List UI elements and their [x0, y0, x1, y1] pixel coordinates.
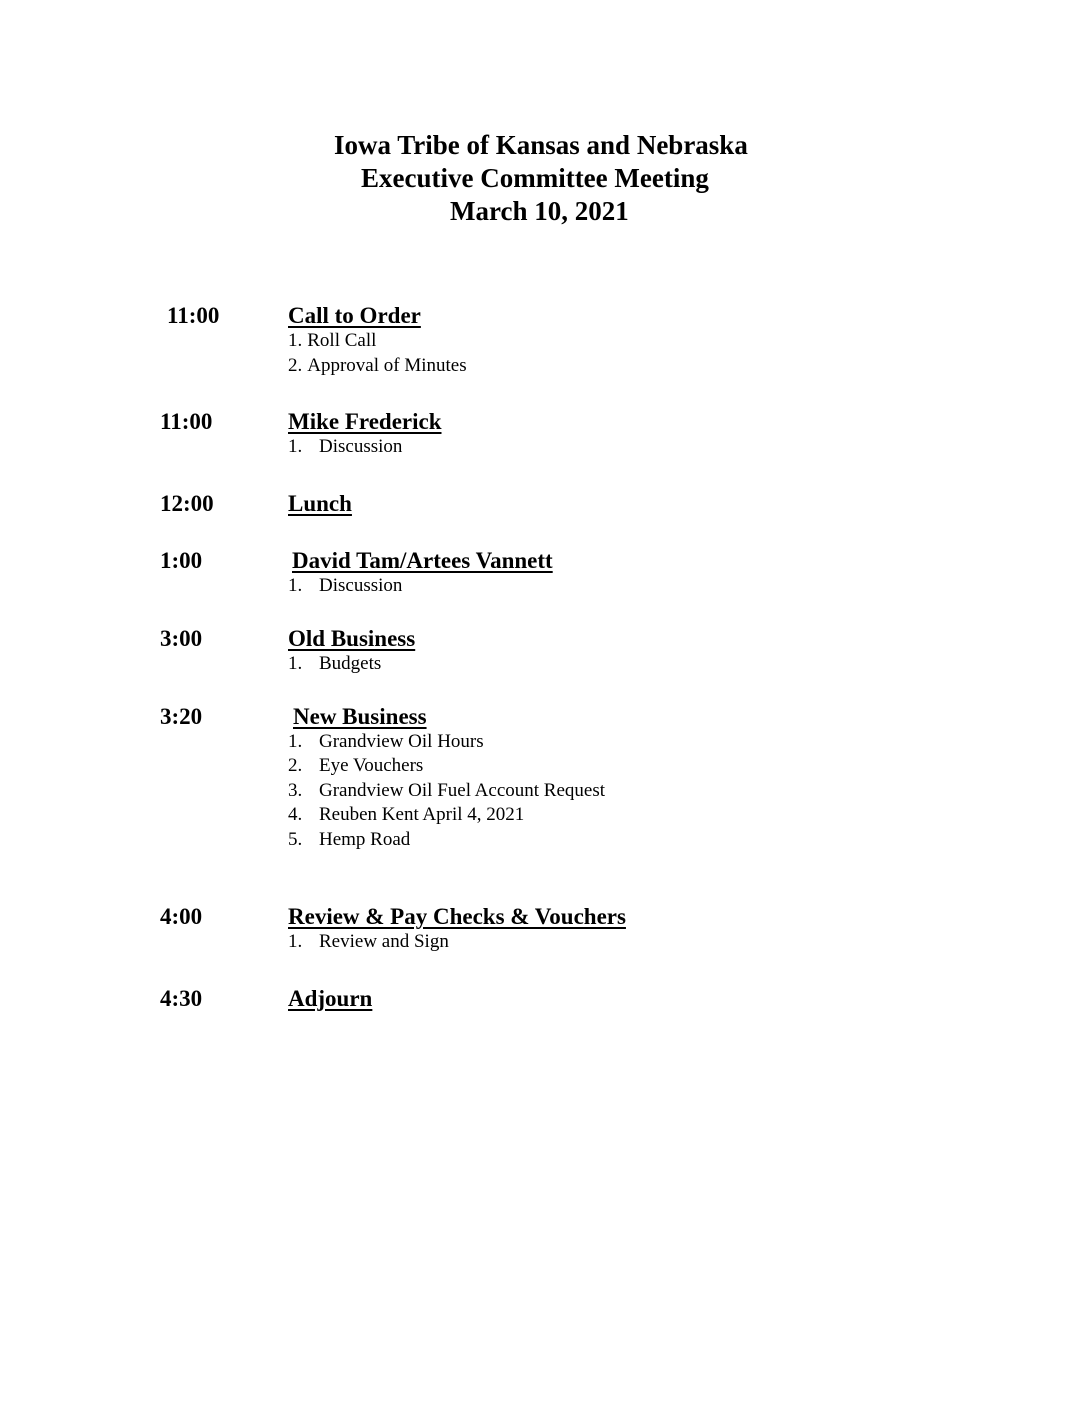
agenda-item: [288, 830, 410, 849]
agenda-item-text: Reuben Kent April 4, 2021: [319, 804, 525, 825]
agenda-item: [288, 576, 402, 595]
agenda-item-text: Discussion: [319, 575, 403, 596]
agenda-item: [288, 805, 524, 824]
agenda-item-text: Grandview Oil Hours: [319, 731, 484, 752]
agenda-item: [288, 781, 605, 800]
document-title-date: March 10, 2021: [450, 196, 629, 226]
agenda-item-number: 1.: [288, 330, 303, 351]
agenda-time: 4:00: [160, 904, 203, 929]
agenda-time: 11:00: [167, 303, 220, 328]
agenda-item-number: 1.: [288, 653, 303, 674]
agenda-heading-review-pay-checks: Review & Pay Checks & Vouchers: [288, 904, 626, 929]
agenda-item-text: Eye Vouchers: [319, 755, 424, 776]
agenda-heading-mike-frederick: Mike Frederick: [288, 409, 442, 434]
agenda-item-number: 2.: [288, 755, 303, 776]
agenda-time: 12:00: [160, 491, 214, 516]
agenda-item-text: Budgets: [319, 653, 382, 674]
agenda-item-number: 2.: [288, 355, 303, 376]
agenda-time: 11:00: [160, 409, 213, 434]
agenda-item: [288, 932, 449, 951]
agenda-heading-old-business: Old Business: [288, 626, 416, 651]
agenda-heading-call-to-order: Call to Order: [288, 303, 421, 328]
agenda-item-number: 1.: [288, 931, 303, 952]
document-title-organization: Iowa Tribe of Kansas and Nebraska: [334, 130, 748, 160]
agenda-item-number: 1.: [288, 731, 303, 752]
agenda-heading-david-tam-artees-vannett: David Tam/Artees Vannett: [292, 548, 553, 573]
agenda-heading-new-business: New Business: [293, 704, 427, 729]
agenda-time: 1:00: [160, 548, 203, 573]
agenda-item-number: 3.: [288, 780, 303, 801]
agenda-item: [288, 437, 402, 456]
agenda-item-text: Review and Sign: [319, 931, 449, 952]
agenda-heading-lunch: Lunch: [288, 491, 352, 516]
agenda-item: [288, 732, 484, 751]
agenda-item-text: Approval of Minutes: [307, 355, 467, 376]
agenda-item-text: Grandview Oil Fuel Account Request: [319, 780, 606, 801]
agenda-item: [288, 331, 376, 350]
agenda-item-text: Hemp Road: [319, 829, 411, 850]
agenda-item-text: Discussion: [319, 436, 403, 457]
agenda-item-number: 5.: [288, 829, 303, 850]
document-title-meeting: Executive Committee Meeting: [361, 163, 709, 193]
agenda-time: 4:30: [160, 986, 203, 1011]
agenda-time: 3:20: [160, 704, 203, 729]
agenda-item-number: 1.: [288, 575, 303, 596]
agenda-heading-adjourn: Adjourn: [288, 986, 373, 1011]
agenda-item-number: 1.: [288, 436, 303, 457]
agenda-time: 3:00: [160, 626, 203, 651]
agenda-item: [288, 654, 381, 673]
agenda-item: [288, 356, 467, 375]
agenda-item-number: 4.: [288, 804, 303, 825]
agenda-item: [288, 756, 423, 775]
agenda-item-text: Roll Call: [307, 330, 377, 351]
